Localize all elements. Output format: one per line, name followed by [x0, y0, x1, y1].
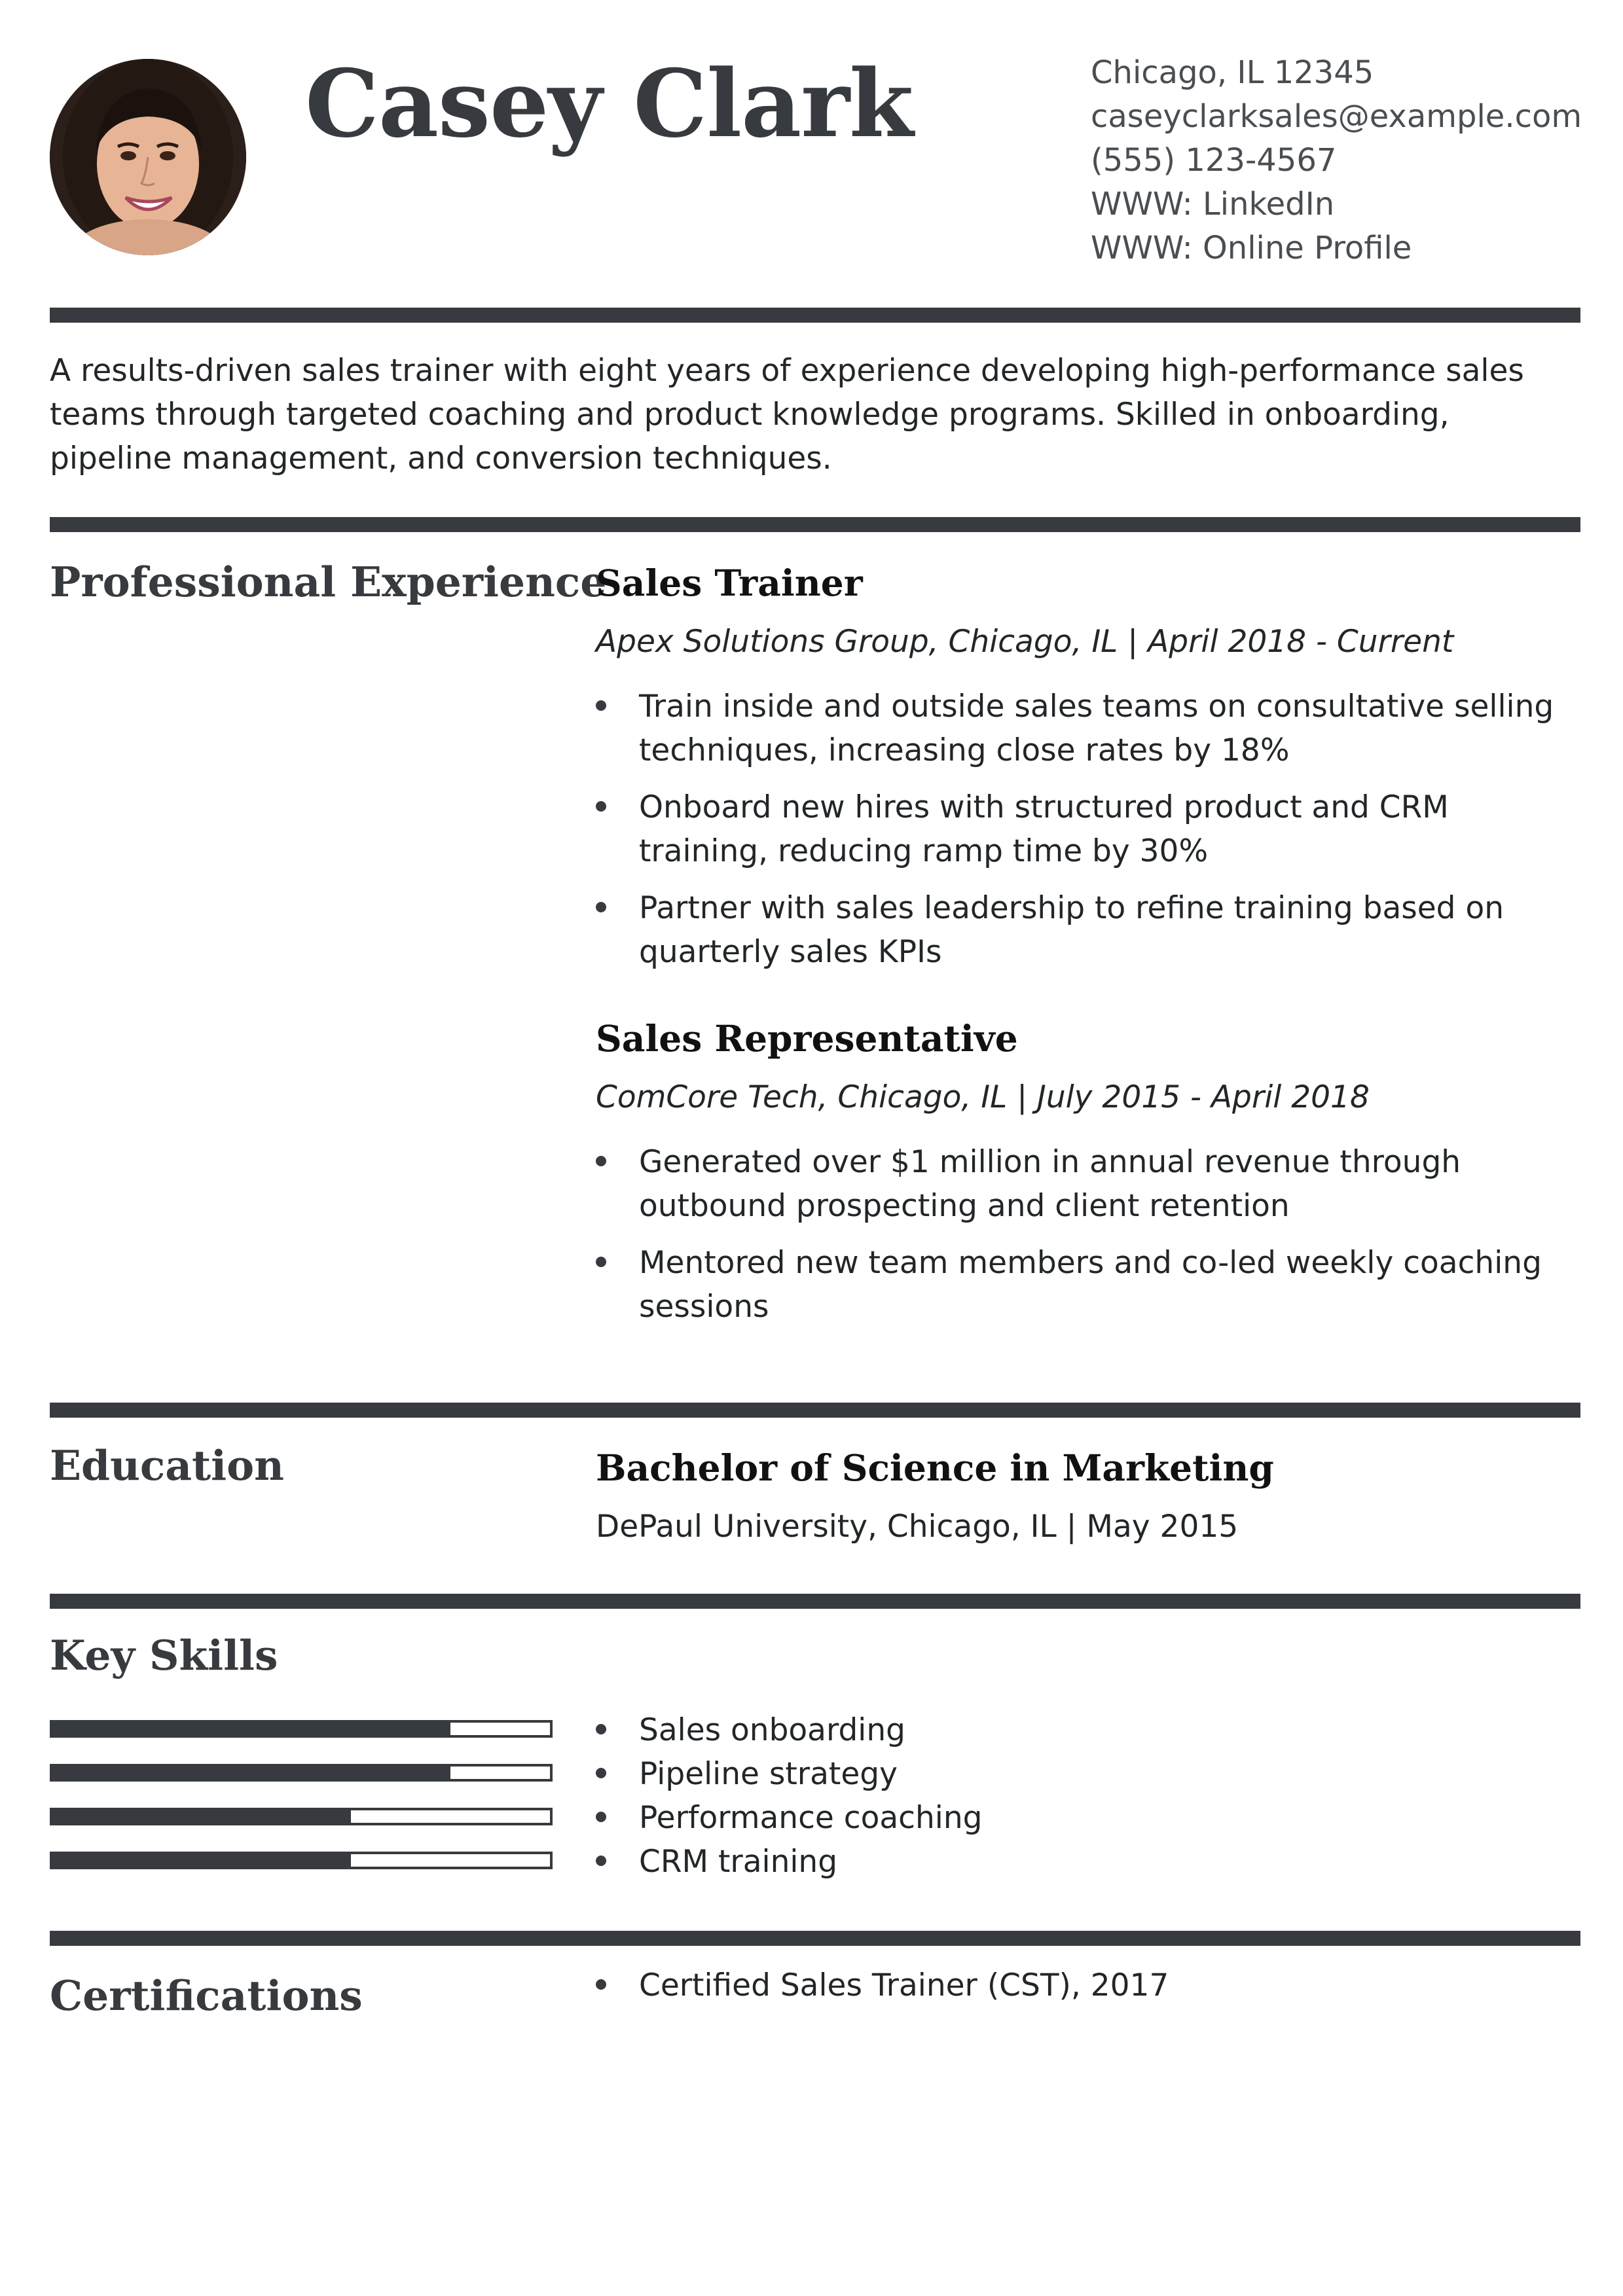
skill-level-bar [50, 1852, 553, 1869]
contact-linkedin[interactable]: WWW: LinkedIn [1091, 186, 1335, 223]
list-item: Partner with sales leadership to refine training based on quarterly sales KPIs [596, 886, 1578, 974]
bullet-icon [596, 1856, 606, 1866]
bullet-icon [596, 1156, 606, 1166]
contact-block [1091, 51, 1582, 270]
professional-summary: A results-driven sales trainer with eight years of experience developing high-performance sales teams through targeted coaching and product knowledge programs. Skilled in onboarding, pipeline management, and conversion techniques. [50, 353, 1524, 476]
bullet-icon [596, 1257, 606, 1267]
candidate-name: Casey Clark [305, 50, 913, 158]
job-bullets [596, 1140, 1578, 1329]
job-meta: Apex Solutions Group, Chicago, IL | April 2018 - Current [596, 624, 1454, 660]
bullet-icon [596, 700, 606, 711]
skill-level-fill [52, 1767, 450, 1779]
list-item: Generated over $1 million in annual revenue through outbound prospecting and client retention [596, 1140, 1578, 1228]
certifications-list [596, 1964, 1578, 2007]
job-entry [596, 562, 1578, 974]
skill-level-bar [50, 1808, 553, 1825]
skill-level-fill [52, 1854, 351, 1867]
section-divider [50, 308, 1580, 323]
contact-address: Chicago, IL 12345 [1091, 54, 1374, 91]
bullet-icon [596, 902, 606, 912]
contact-email[interactable]: caseyclarksales@example.com [1091, 98, 1582, 135]
section-divider [50, 1403, 1580, 1418]
profile-photo-illustration [50, 59, 246, 255]
section-title-education: Education [50, 1441, 284, 1490]
job-title: Sales Representative [596, 1017, 1018, 1060]
section-divider [50, 517, 1580, 532]
list-item: Pipeline strategy [596, 1752, 1578, 1796]
job-bullets [596, 685, 1578, 974]
job-meta: ComCore Tech, Chicago, IL | July 2015 - April 2018 [596, 1079, 1370, 1115]
bullet-icon [596, 1768, 606, 1778]
list-item: Certified Sales Trainer (CST), 2017 [596, 1964, 1578, 2007]
list-item: Mentored new team members and co-led weekly coaching sessions [596, 1241, 1578, 1329]
bullet-icon [596, 1812, 606, 1822]
education-entry [596, 1446, 1578, 1545]
section-title-certifications: Certifications [50, 1971, 363, 2020]
list-item: CRM training [596, 1840, 1578, 1884]
bullet-icon [596, 1979, 606, 1990]
list-item: Train inside and outside sales teams on consultative selling techniques, increasing close rates by 18% [596, 685, 1578, 772]
contact-online-profile[interactable]: WWW: Online Profile [1091, 230, 1412, 266]
section-divider [50, 1931, 1580, 1946]
section-title-skills: Key Skills [50, 1631, 278, 1679]
experience-list [596, 562, 1578, 1329]
skill-level-bar [50, 1764, 553, 1782]
list-item: Onboard new hires with structured product and CRM training, reducing ramp time by 30% [596, 785, 1578, 873]
list-item: Sales onboarding [596, 1708, 1578, 1752]
degree-title: Bachelor of Science in Marketing [596, 1446, 1274, 1489]
section-divider [50, 1594, 1580, 1609]
education-meta: DePaul University, Chicago, IL | May 2015 [596, 1509, 1239, 1545]
list-item: Performance coaching [596, 1796, 1578, 1840]
skill-level-fill [52, 1723, 450, 1735]
profile-photo [50, 59, 246, 255]
skill-level-bar [50, 1720, 553, 1738]
bullet-icon [596, 1724, 606, 1734]
skill-level-fill [52, 1810, 351, 1823]
job-entry [596, 1017, 1578, 1329]
section-title-experience: Professional Experience [50, 558, 607, 606]
contact-phone[interactable]: (555) 123-4567 [1091, 142, 1337, 179]
job-title: Sales Trainer [596, 562, 863, 604]
skills-list [596, 1708, 1578, 1884]
bullet-icon [596, 801, 606, 812]
